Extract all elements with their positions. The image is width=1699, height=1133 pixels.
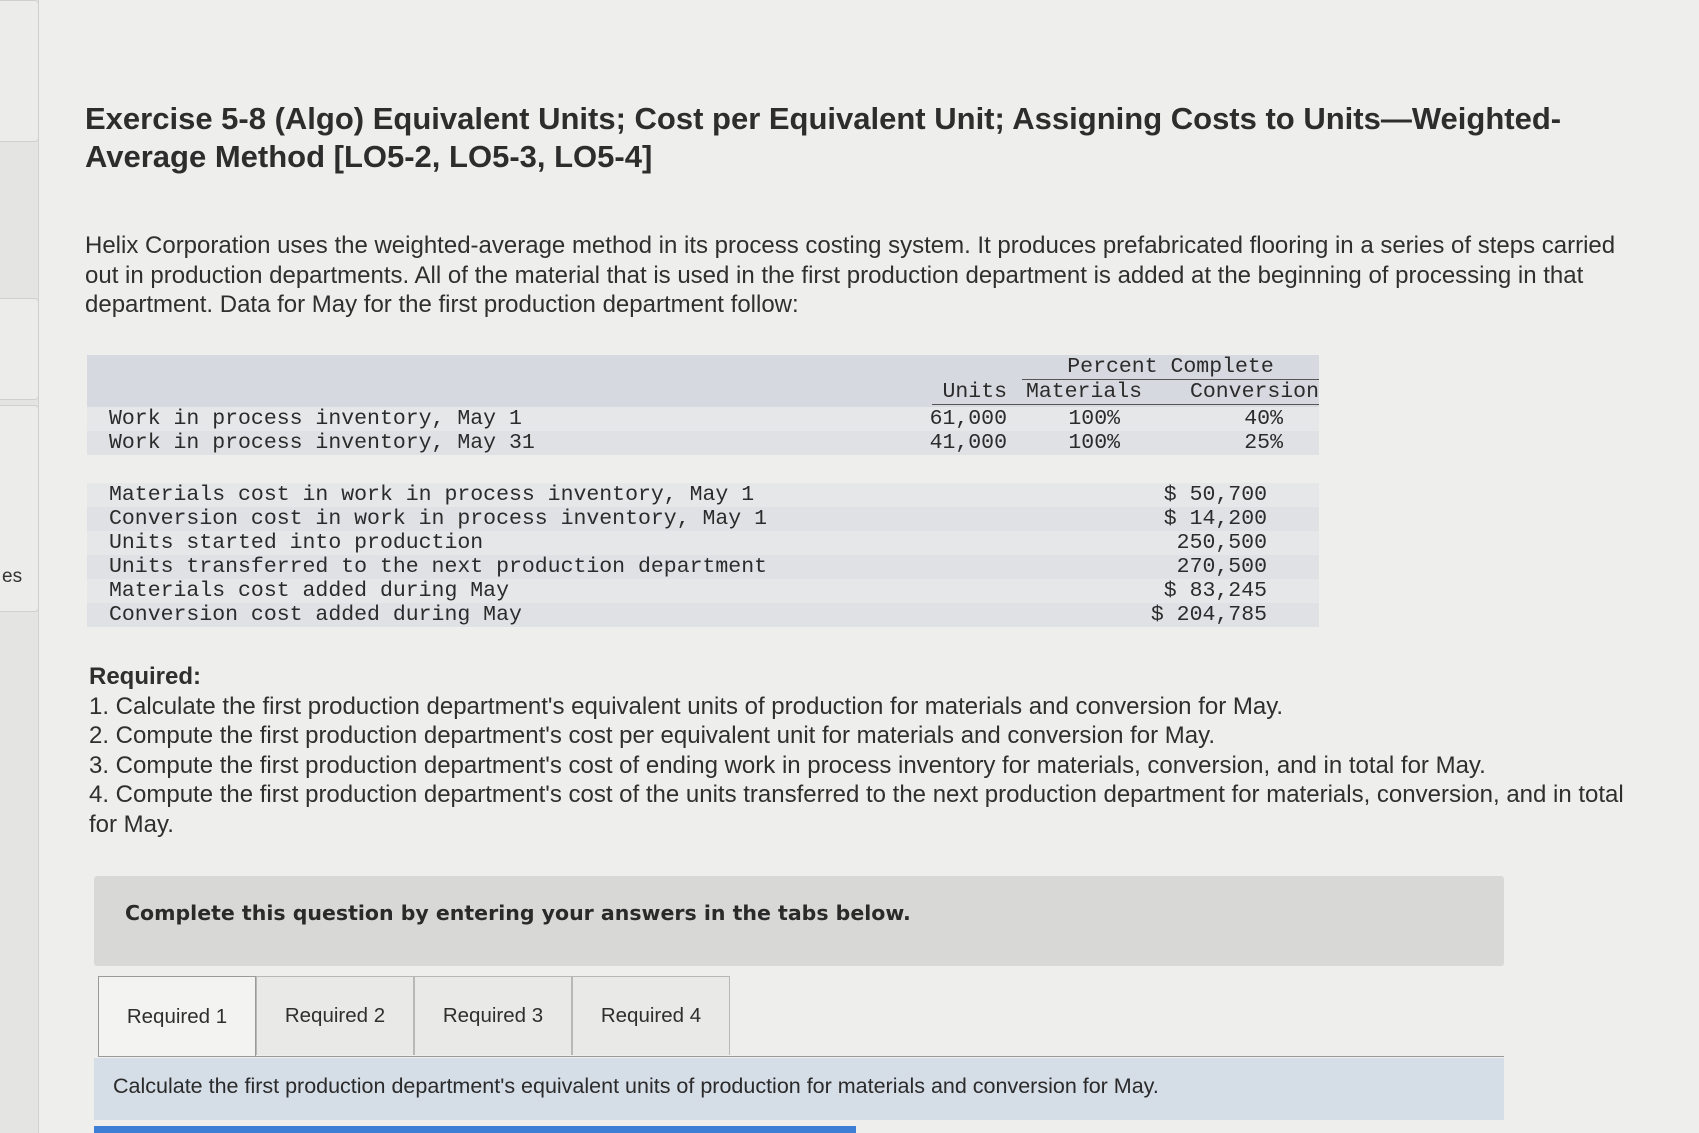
percent-complete-header: Percent Complete: [1067, 355, 1274, 379]
conversion-header: Conversion: [1189, 380, 1319, 404]
data-table: [87, 355, 1319, 635]
tab-required-2[interactable]: [256, 976, 414, 1055]
required-list: [89, 692, 1654, 840]
inventory-row-materials: 100%: [1068, 407, 1120, 431]
inventory-row-label: Work in process inventory, May 31: [109, 431, 535, 455]
tab-label: Required 3: [442, 1004, 544, 1027]
answer-table-header-strip: [94, 1126, 856, 1133]
cost-row-value: $ 204,785: [1150, 603, 1267, 627]
inventory-row-label: Work in process inventory, May 1: [109, 407, 522, 431]
cost-row-value: 270,500: [1176, 555, 1267, 579]
inventory-row-units: 61,000: [929, 407, 1007, 431]
cost-row-value: $ 50,700: [1163, 483, 1267, 507]
cost-row-value: 250,500: [1176, 531, 1267, 555]
tab-label: Required 4: [600, 1004, 702, 1027]
cost-row-value: $ 14,200: [1163, 507, 1267, 531]
cost-row-label: Conversion cost added during May: [109, 603, 522, 627]
units-header: Units: [942, 380, 1007, 404]
required-title: Required:: [89, 663, 202, 690]
tab-label: Required 2: [284, 1004, 386, 1027]
required-item: 3. Compute the first production department's cost of ending work in process inventory for materials, conversion, and in total for May.: [89, 751, 1486, 779]
required-item: 2. Compute the first production department's cost per equivalent unit for materials and conversion for May.: [89, 722, 1216, 749]
required-item: 1. Calculate the first production department's equivalent units of production for materials and conversion for May.: [89, 692, 1284, 720]
cost-row-label: Conversion cost in work in process inventory, May 1: [109, 507, 768, 531]
tab-required-3[interactable]: [414, 976, 572, 1055]
instruction-bar: [94, 1058, 1504, 1120]
cost-row-label: Materials cost added during May: [109, 579, 509, 603]
instruction-text: Calculate the first production department's equivalent units of production for materials and conversion for May.: [113, 1074, 1159, 1098]
required-section: [89, 662, 1654, 839]
intro-paragraph: Helix Corporation uses the weighted-average method in its process costing system. It produces prefabricated flooring in a series of steps carried out in production departments. All of the material that is used in the first production department is added at the beginning of processing in that department. Data for May for the first production department follow:: [85, 232, 1616, 318]
tab-required-4[interactable]: [572, 976, 730, 1055]
cost-row-label: Units started into production: [109, 531, 484, 555]
column-header-underline: [932, 404, 1319, 405]
cost-row-value: $ 83,245: [1163, 579, 1267, 603]
left-panel-middle: [0, 298, 39, 400]
exercise-title: Exercise 5-8 (Algo) Equivalent Units; Cost per Equivalent Unit; Assigning Costs to Units—Weighted-Average Method [LO5-2, LO5-3, LO5-4]: [85, 101, 1562, 174]
inventory-row-conversion: 25%: [1244, 431, 1283, 455]
complete-instructions-text: Complete this question by entering your answers in the tabs below.: [125, 901, 911, 925]
inventory-row-units: 41,000: [929, 431, 1007, 455]
cost-row-label: Units transferred to the next production department: [109, 555, 768, 579]
tab-label: Required 1: [126, 1005, 228, 1028]
inventory-row-conversion: 40%: [1244, 407, 1283, 431]
required-item: 4. Compute the first production department's cost of the units transferred to the next production department for materials, conversion, and in total for May.: [89, 781, 1624, 838]
left-panel-top: [0, 0, 39, 142]
cost-row-label: Materials cost in work in process inventory, May 1: [109, 483, 755, 507]
left-panel-label: es: [2, 566, 23, 587]
tabs-baseline: [98, 1056, 1504, 1057]
inventory-row-materials: 100%: [1068, 431, 1120, 455]
materials-header: Materials: [1025, 380, 1143, 404]
tab-required-1[interactable]: [98, 976, 256, 1057]
complete-instructions-box: [94, 876, 1504, 966]
